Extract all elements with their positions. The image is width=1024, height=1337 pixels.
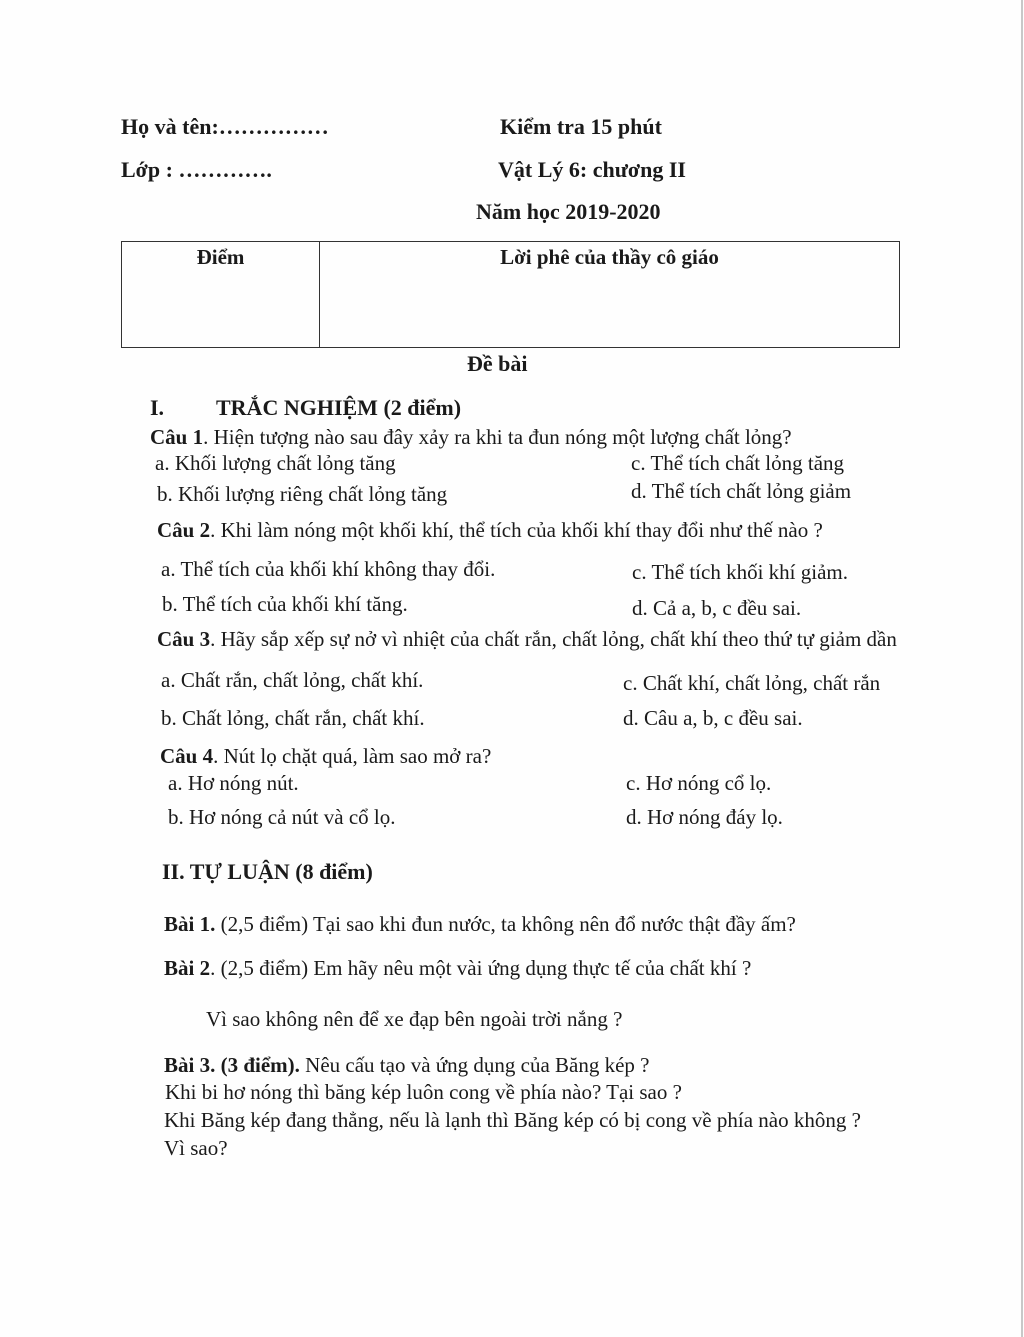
- question-text: . Khi làm nóng một khối khí, thể tích của khối khí thay đổi như thế nào ?: [210, 518, 823, 542]
- comment-column-header: Lời phê của thầy cô giáo: [320, 242, 900, 348]
- question-label: Câu 3: [157, 627, 211, 651]
- exercise-text: Nêu cấu tạo và ứng dụng của Băng kép ?: [299, 1053, 650, 1077]
- option-2d: d. Cả a, b, c đều sai.: [632, 596, 802, 620]
- option-2b: b. Thể tích của khối khí tăng.: [162, 592, 408, 616]
- option-1a: a. Khối lượng chất lỏng tăng: [155, 451, 396, 475]
- exercise-2: [164, 956, 751, 980]
- option-3d: d. Câu a, b, c đều sai.: [623, 706, 803, 730]
- page-edge: [1021, 0, 1023, 1337]
- grade-table: [121, 241, 900, 348]
- exercise-text: . (2,5 điểm) Em hãy nêu một vài ứng dụng thực tế của chất khí ?: [210, 956, 752, 980]
- option-3a: a. Chất rắn, chất lỏng, chất khí.: [161, 668, 424, 692]
- exam-title: Đề bài: [467, 351, 528, 376]
- question-2: [157, 518, 823, 542]
- question-text: . Hiện tượng nào sau đây xảy ra khi ta đun nóng một lượng chất lỏng?: [203, 425, 792, 449]
- option-1d: d. Thể tích chất lỏng giảm: [631, 479, 852, 503]
- exercise-label: Bài 1.: [164, 912, 221, 936]
- exercise-3-line-2: Khi Băng kép đang thẳng, nếu là lạnh thì Băng kép có bị cong về phía nào không ?: [164, 1108, 861, 1132]
- option-3c: c. Chất khí, chất lỏng, chất rắn: [623, 671, 881, 695]
- school-year: Năm học 2019-2020: [476, 199, 661, 224]
- section1-title: TRẮC NGHIỆM (2 điểm): [216, 395, 462, 420]
- option-2c: c. Thể tích khối khí giảm.: [632, 560, 848, 584]
- question-1: [150, 425, 792, 449]
- exercise-label: Bài 3. (3 điểm).: [164, 1053, 300, 1077]
- exercise-3-line-3: Vì sao?: [164, 1136, 228, 1160]
- option-4d: d. Hơ nóng đáy lọ.: [626, 805, 783, 829]
- question-text: . Hãy sắp xếp sự nở vì nhiệt của chất rắn, chất lỏng, chất khí theo thứ tự giảm dần: [210, 627, 897, 651]
- test-title: Kiểm tra 15 phút: [500, 114, 662, 139]
- student-class-field: Lớp : ………….: [121, 157, 272, 182]
- option-2a: a. Thể tích của khối khí không thay đổi.: [161, 557, 496, 581]
- exercise-1: [164, 912, 796, 936]
- question-label: Câu 2: [157, 518, 211, 542]
- exercise-3-line-1: Khi bi hơ nóng thì băng kép luôn cong về phía nào? Tại sao ?: [165, 1080, 682, 1104]
- option-1c: c. Thể tích chất lỏng tăng: [631, 451, 845, 475]
- student-name-field: Họ và tên:……………: [121, 114, 329, 139]
- question-label: Câu 1: [150, 425, 204, 449]
- score-column-header: Điểm: [122, 242, 320, 348]
- subject-title: Vật Lý 6: chương II: [498, 157, 686, 182]
- exercise-text: (2,5 điểm) Tại sao khi đun nước, ta không nên đổ nước thật đầy ấm?: [220, 912, 796, 936]
- exercise-2-extra: Vì sao không nên để xe đạp bên ngoài trời nắng ?: [206, 1007, 623, 1031]
- exercise-label: Bài 2: [164, 956, 211, 980]
- option-4b: b. Hơ nóng cả nút và cổ lọ.: [168, 805, 396, 829]
- option-3b: b. Chất lỏng, chất rắn, chất khí.: [161, 706, 425, 730]
- exercise-3: [164, 1053, 650, 1077]
- question-text: . Nút lọ chặt quá, làm sao mở ra?: [213, 744, 492, 768]
- section2-title: II. TỰ LUẬN (8 điểm): [162, 859, 373, 884]
- option-4c: c. Hơ nóng cổ lọ.: [626, 771, 772, 795]
- section1-number: I.: [150, 395, 165, 420]
- question-4: [160, 744, 491, 768]
- question-label: Câu 4: [160, 744, 214, 768]
- option-1b: b. Khối lượng riêng chất lỏng tăng: [157, 482, 448, 506]
- option-4a: a. Hơ nóng nút.: [168, 771, 299, 795]
- question-3: [157, 627, 897, 651]
